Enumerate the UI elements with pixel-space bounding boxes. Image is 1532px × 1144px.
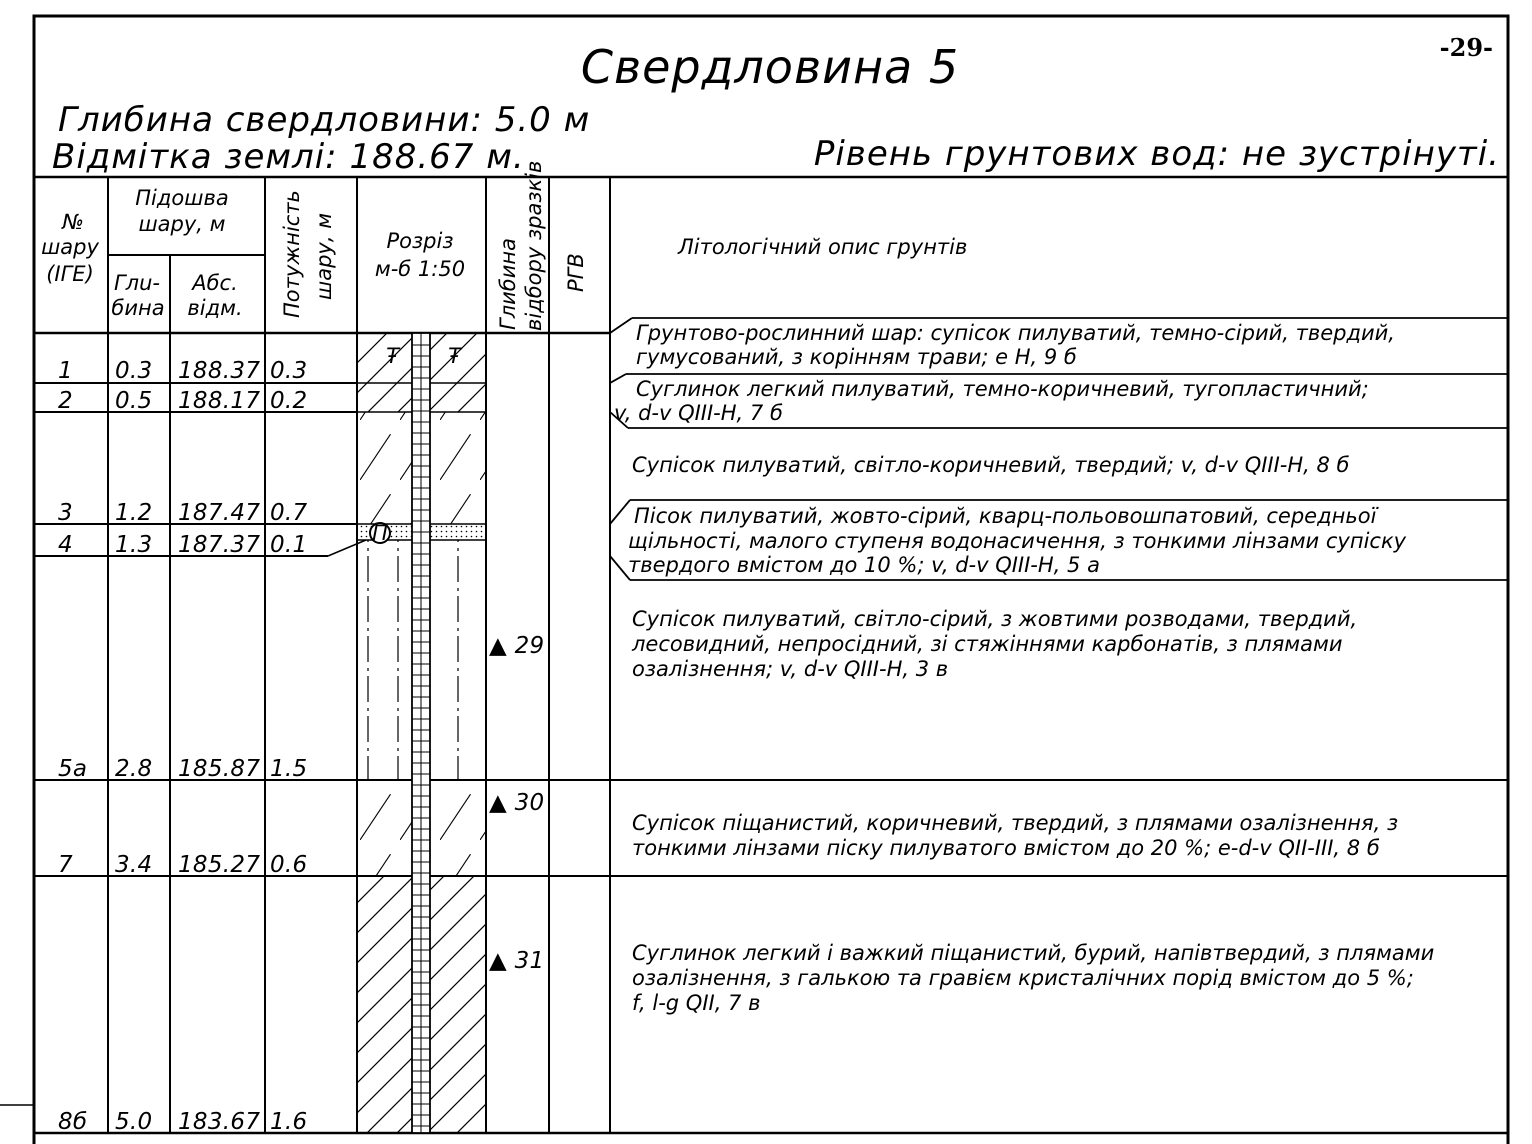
layer-abs: 185.87 bbox=[178, 756, 261, 782]
desc-line: лесовидний, непросідний, зі стяжіннями карбонатів, з плямами bbox=[632, 632, 1343, 656]
desc-line: Суглинок легкий пилуватий, темно-коричневий, тугопластичний; bbox=[636, 377, 1369, 401]
header-sample-depth-2: відбору зразків bbox=[522, 160, 546, 331]
layer-thickness: 0.6 bbox=[270, 852, 308, 878]
layer-no: 4 bbox=[58, 532, 73, 558]
ground-elevation: Відмітка землі: 188.67 м. bbox=[52, 137, 525, 177]
table-row bbox=[58, 756, 307, 782]
header-layer-no-3: (ІГЕ) bbox=[46, 262, 94, 286]
table-header bbox=[41, 161, 967, 331]
table-row bbox=[58, 532, 307, 558]
layer-thickness: 0.7 bbox=[270, 500, 308, 526]
header-sole: Підошва bbox=[135, 186, 229, 210]
page-number: -29- bbox=[1439, 33, 1493, 62]
water-symbol-right: Ŧ bbox=[448, 344, 461, 368]
layer-no: 5а bbox=[58, 756, 88, 782]
layer-depth: 0.5 bbox=[115, 388, 153, 414]
header-abs-2: відм. bbox=[187, 296, 243, 320]
list-item bbox=[628, 504, 1407, 577]
desc-line: Супісок пилуватий, світло-сірий, з жовтими розводами, твердий, bbox=[632, 607, 1358, 631]
list-item bbox=[614, 377, 1369, 425]
page-title: Свердловина 5 bbox=[580, 40, 960, 94]
table-row bbox=[58, 500, 308, 526]
header-description: Літологічний опис грунтів bbox=[678, 235, 968, 259]
table-row bbox=[58, 358, 307, 384]
desc-line: Грунтово-рослинний шар: супісок пилуватий, темно-сірий, твердий, bbox=[636, 321, 1395, 345]
list-item bbox=[631, 607, 1357, 681]
layer-abs: 188.17 bbox=[178, 388, 261, 414]
layer-thickness: 0.1 bbox=[270, 532, 308, 558]
layer-depth: 1.2 bbox=[115, 500, 153, 526]
layer-thickness: 1.5 bbox=[270, 756, 308, 782]
layer-no: 1 bbox=[58, 358, 73, 384]
desc-line: v, d-v QIII-H, 7 б bbox=[614, 401, 783, 425]
desc-line: Супісок піщанистий, коричневий, твердий, з плямами озалізнення, з bbox=[632, 811, 1399, 835]
desc-line: щільності, малого ступеня водонасичення, з тонкими лінзами супіску bbox=[628, 529, 1407, 553]
layer-abs: 188.37 bbox=[178, 358, 261, 384]
layer-no: 8б bbox=[58, 1109, 88, 1135]
desc-line: твердого вмістом до 10 %; v, d-v QIII-H, 5 а bbox=[628, 553, 1100, 577]
header-depth-2: бина bbox=[111, 296, 165, 320]
header-thickness: Потужність bbox=[280, 190, 304, 318]
layer-no: 3 bbox=[58, 500, 73, 526]
layer-thickness: 1.6 bbox=[270, 1109, 308, 1135]
lithology-descriptions bbox=[614, 321, 1434, 1015]
table-row bbox=[58, 1109, 307, 1135]
layer-depth: 3.4 bbox=[115, 852, 153, 878]
layer-depth: 1.3 bbox=[115, 532, 153, 558]
header-thickness-2: шару, м bbox=[312, 212, 336, 300]
sample-markers bbox=[489, 633, 544, 974]
groundwater-level: Рівень грунтових вод: не зустрінуті. bbox=[813, 134, 1500, 174]
layer-abs: 185.27 bbox=[178, 852, 261, 878]
sample-29: ▲ 29 bbox=[489, 633, 545, 659]
layer-abs: 187.47 bbox=[178, 500, 261, 526]
desc-line: Пісок пилуватий, жовто-сірий, кварц-польовошпатовий, середньої bbox=[634, 504, 1377, 528]
desc-line: Супісок пилуватий, світло-коричневий, твердий; v, d-v QIII-H, 8 б bbox=[632, 453, 1350, 477]
header-layer-no-2: шару bbox=[41, 235, 99, 259]
layer-thickness: 0.3 bbox=[270, 358, 308, 384]
desc-line: гумусований, з корінням трави; e H, 9 б bbox=[636, 345, 1077, 369]
desc-line: тонкими лінзами піску пилуватого вмістом до 20 %; e-d-v QII-III, 8 б bbox=[632, 836, 1380, 860]
header-layer-no: № bbox=[62, 210, 84, 234]
header-section-2: м-б 1:50 bbox=[374, 257, 466, 281]
water-symbol-left: Ŧ bbox=[386, 344, 399, 368]
desc-line: озалізнення; v, d-v QIII-H, 3 в bbox=[632, 657, 949, 681]
layer-abs: 183.67 bbox=[178, 1109, 261, 1135]
layer-no: 7 bbox=[58, 852, 73, 878]
layer-thickness: 0.2 bbox=[270, 388, 308, 414]
desc-line: озалізнення, з галькою та гравієм кристалічних порід вмістом до 5 %; bbox=[632, 966, 1414, 990]
list-item bbox=[636, 321, 1395, 369]
desc-line: Суглинок легкий і важкий піщанистий, бурий, напівтвердий, з плямами bbox=[632, 941, 1435, 965]
header-sample-depth: Глибина bbox=[496, 238, 520, 330]
list-item bbox=[632, 941, 1434, 1015]
sample-31: ▲ 31 bbox=[489, 948, 545, 974]
section-marker: П bbox=[372, 521, 388, 545]
geological-section bbox=[357, 333, 486, 1133]
header-sole-2: шару, м bbox=[138, 212, 226, 236]
table-row bbox=[58, 852, 307, 878]
layer-depth: 0.3 bbox=[115, 358, 153, 384]
header-rgv: РГВ bbox=[564, 253, 588, 292]
layer-abs: 187.37 bbox=[178, 532, 261, 558]
sample-30: ▲ 30 bbox=[489, 790, 545, 816]
header-abs: Абс. bbox=[192, 271, 238, 295]
borehole-depth: Глибина свердловини: 5.0 м bbox=[58, 100, 591, 140]
header-depth: Глu- bbox=[113, 271, 161, 295]
layer-depth: 5.0 bbox=[115, 1109, 153, 1135]
table-row bbox=[58, 388, 307, 414]
list-item bbox=[632, 453, 1350, 477]
desc-line: f, l-g QII, 7 в bbox=[632, 991, 761, 1015]
list-item bbox=[632, 811, 1398, 860]
layer-rows bbox=[58, 358, 308, 1135]
layer-depth: 2.8 bbox=[115, 756, 153, 782]
layer-no: 2 bbox=[58, 388, 73, 414]
header-section: Розріз bbox=[386, 229, 454, 253]
